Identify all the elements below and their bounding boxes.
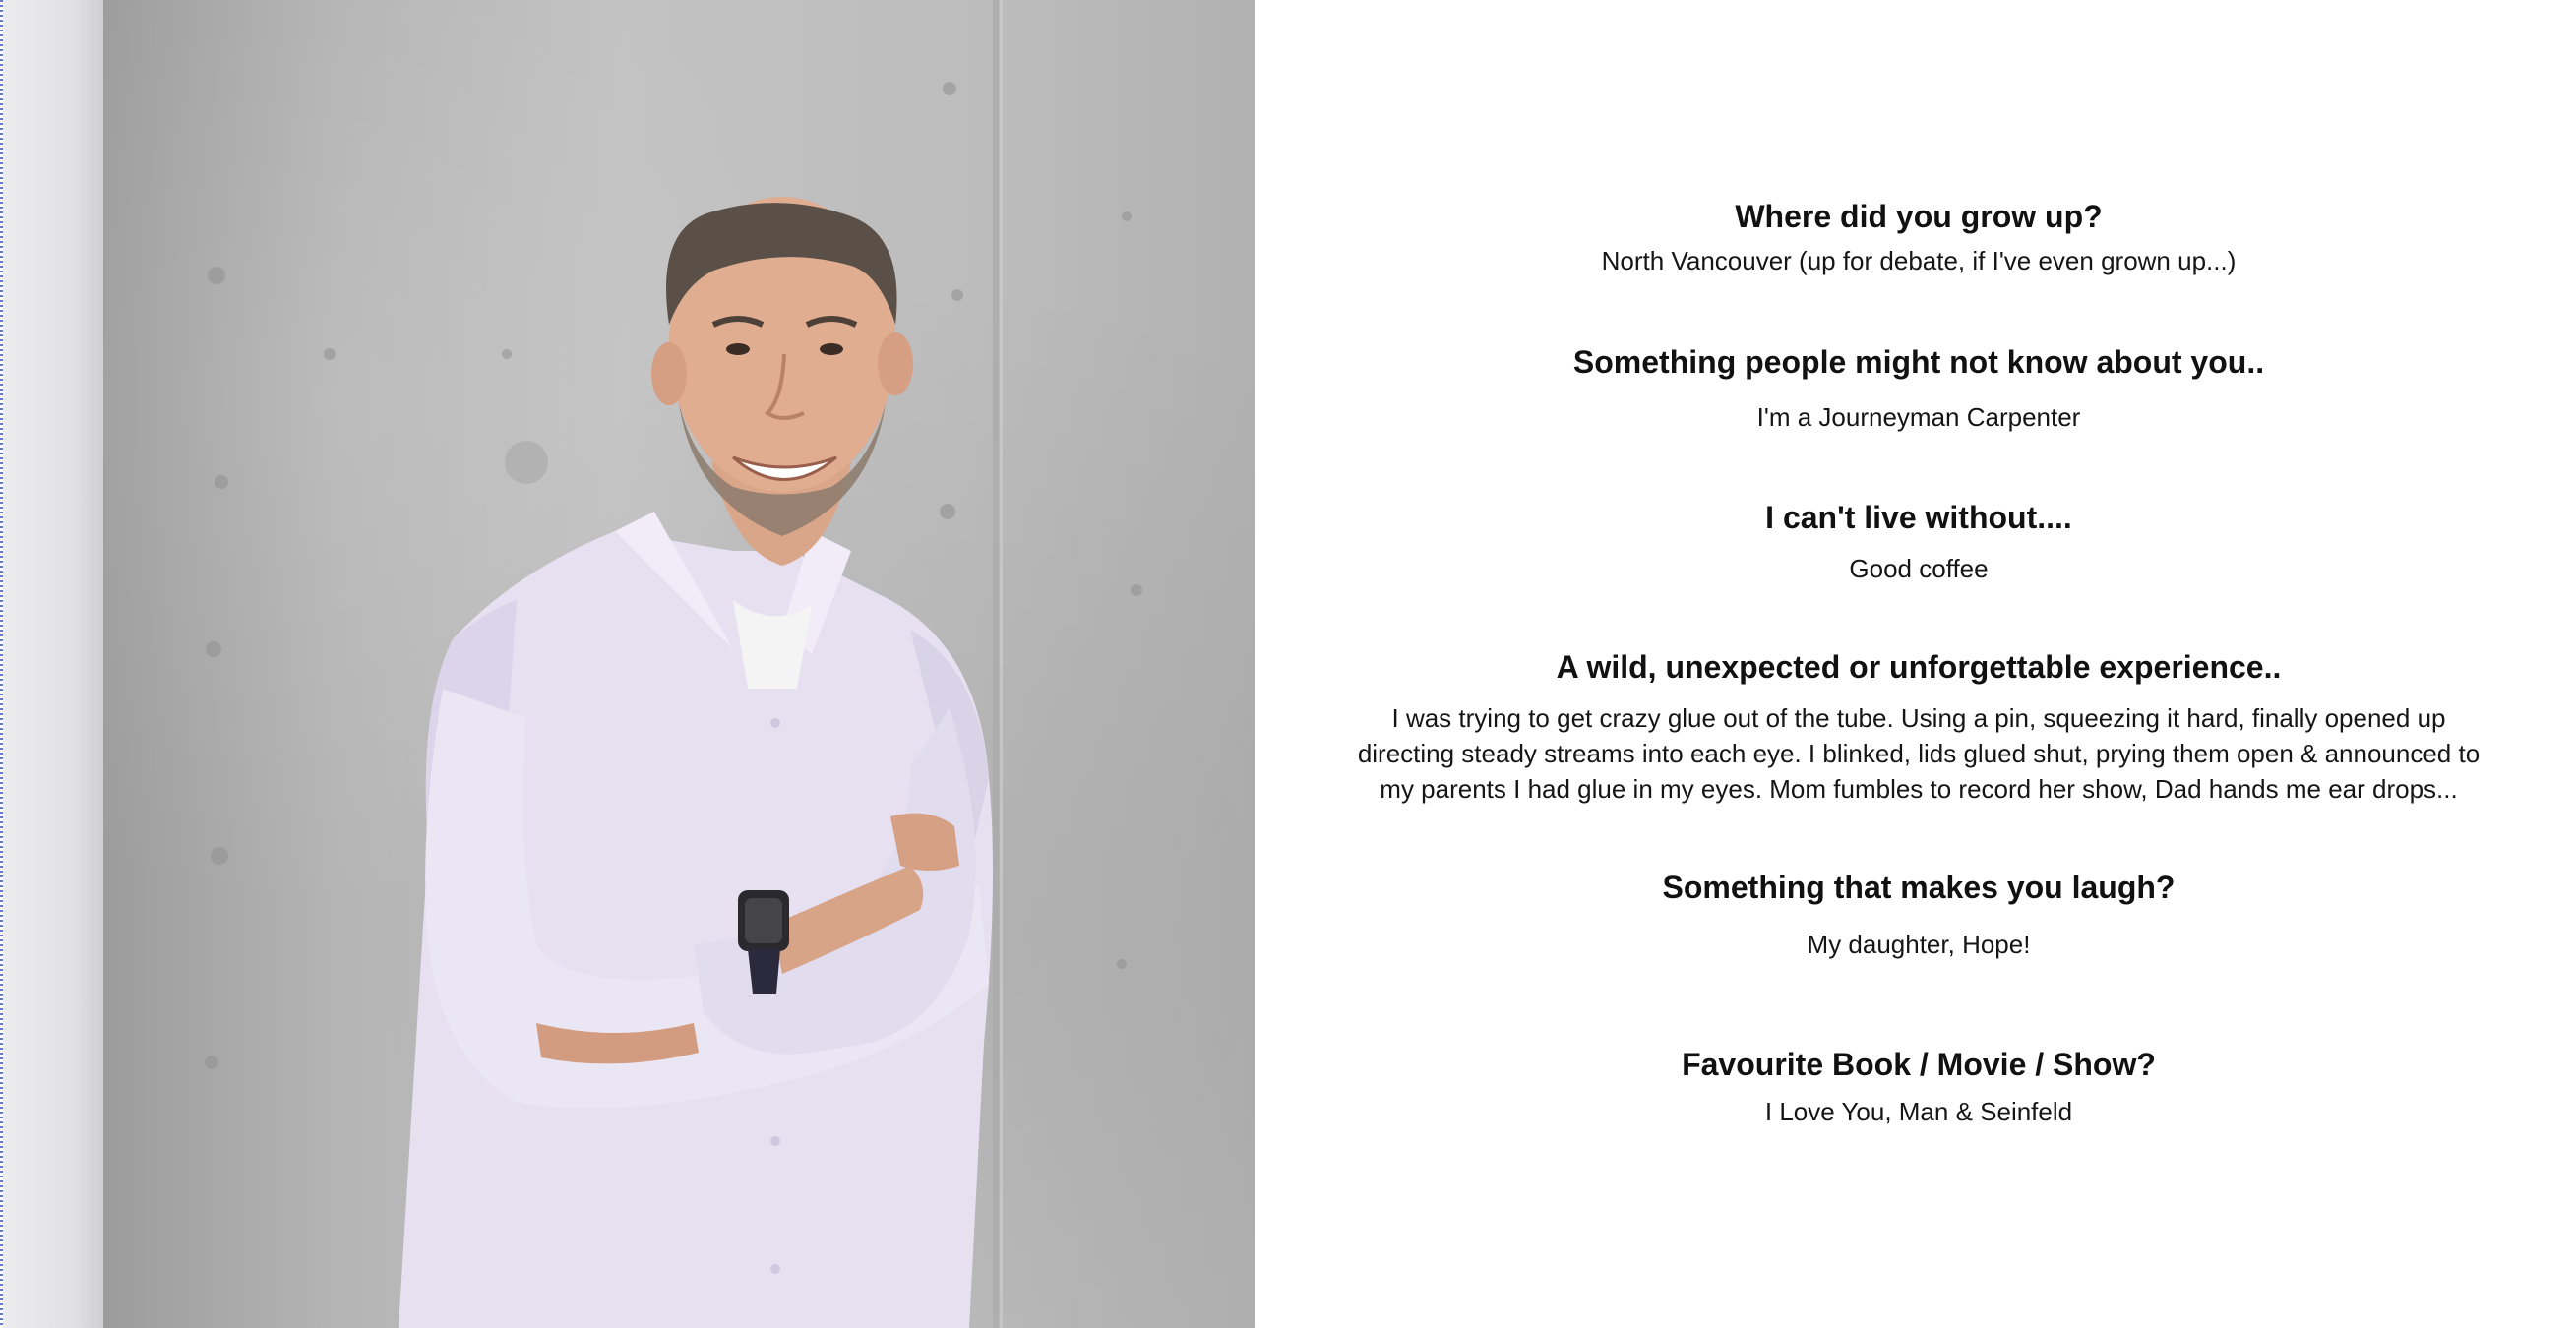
answer-grow-up: North Vancouver (up for debate, if I've even grown up...) [1601,246,2237,275]
question-favourite: Favourite Book / Movie / Show? [1682,1047,2156,1082]
answer-cant-live-without: Good coffee [1849,554,1989,583]
question-experience: A wild, unexpected or unforgettable experience.. [1556,649,2282,685]
question-not-know: Something people might not know about you.. [1572,344,2265,380]
answer-favourite: I Love You, Man & Seinfeld [1764,1097,2073,1126]
profile-photo [103,0,1255,1328]
question-grow-up: Where did you grow up? [1735,199,2103,234]
qa-section [1269,0,2568,1328]
answer-experience: I was trying to get crazy glue out of the tube. Using a pin, squeezing it hard, finally opened up directing steady streams into each eye. I blinked, lids glued shut, prying them open & announced to my parents I had glue in my eyes. Mom fumbles to record her show, Dad hands me ear drops... [1357,703,2481,804]
answer-laugh: My daughter, Hope! [1807,930,2031,959]
question-laugh: Something that makes you laugh? [1662,870,2176,905]
photo-backdrop [3,0,103,1328]
question-cant-live-without: I can't live without.... [1765,500,2072,535]
answer-not-know: I'm a Journeyman Carpenter [1756,402,2081,432]
